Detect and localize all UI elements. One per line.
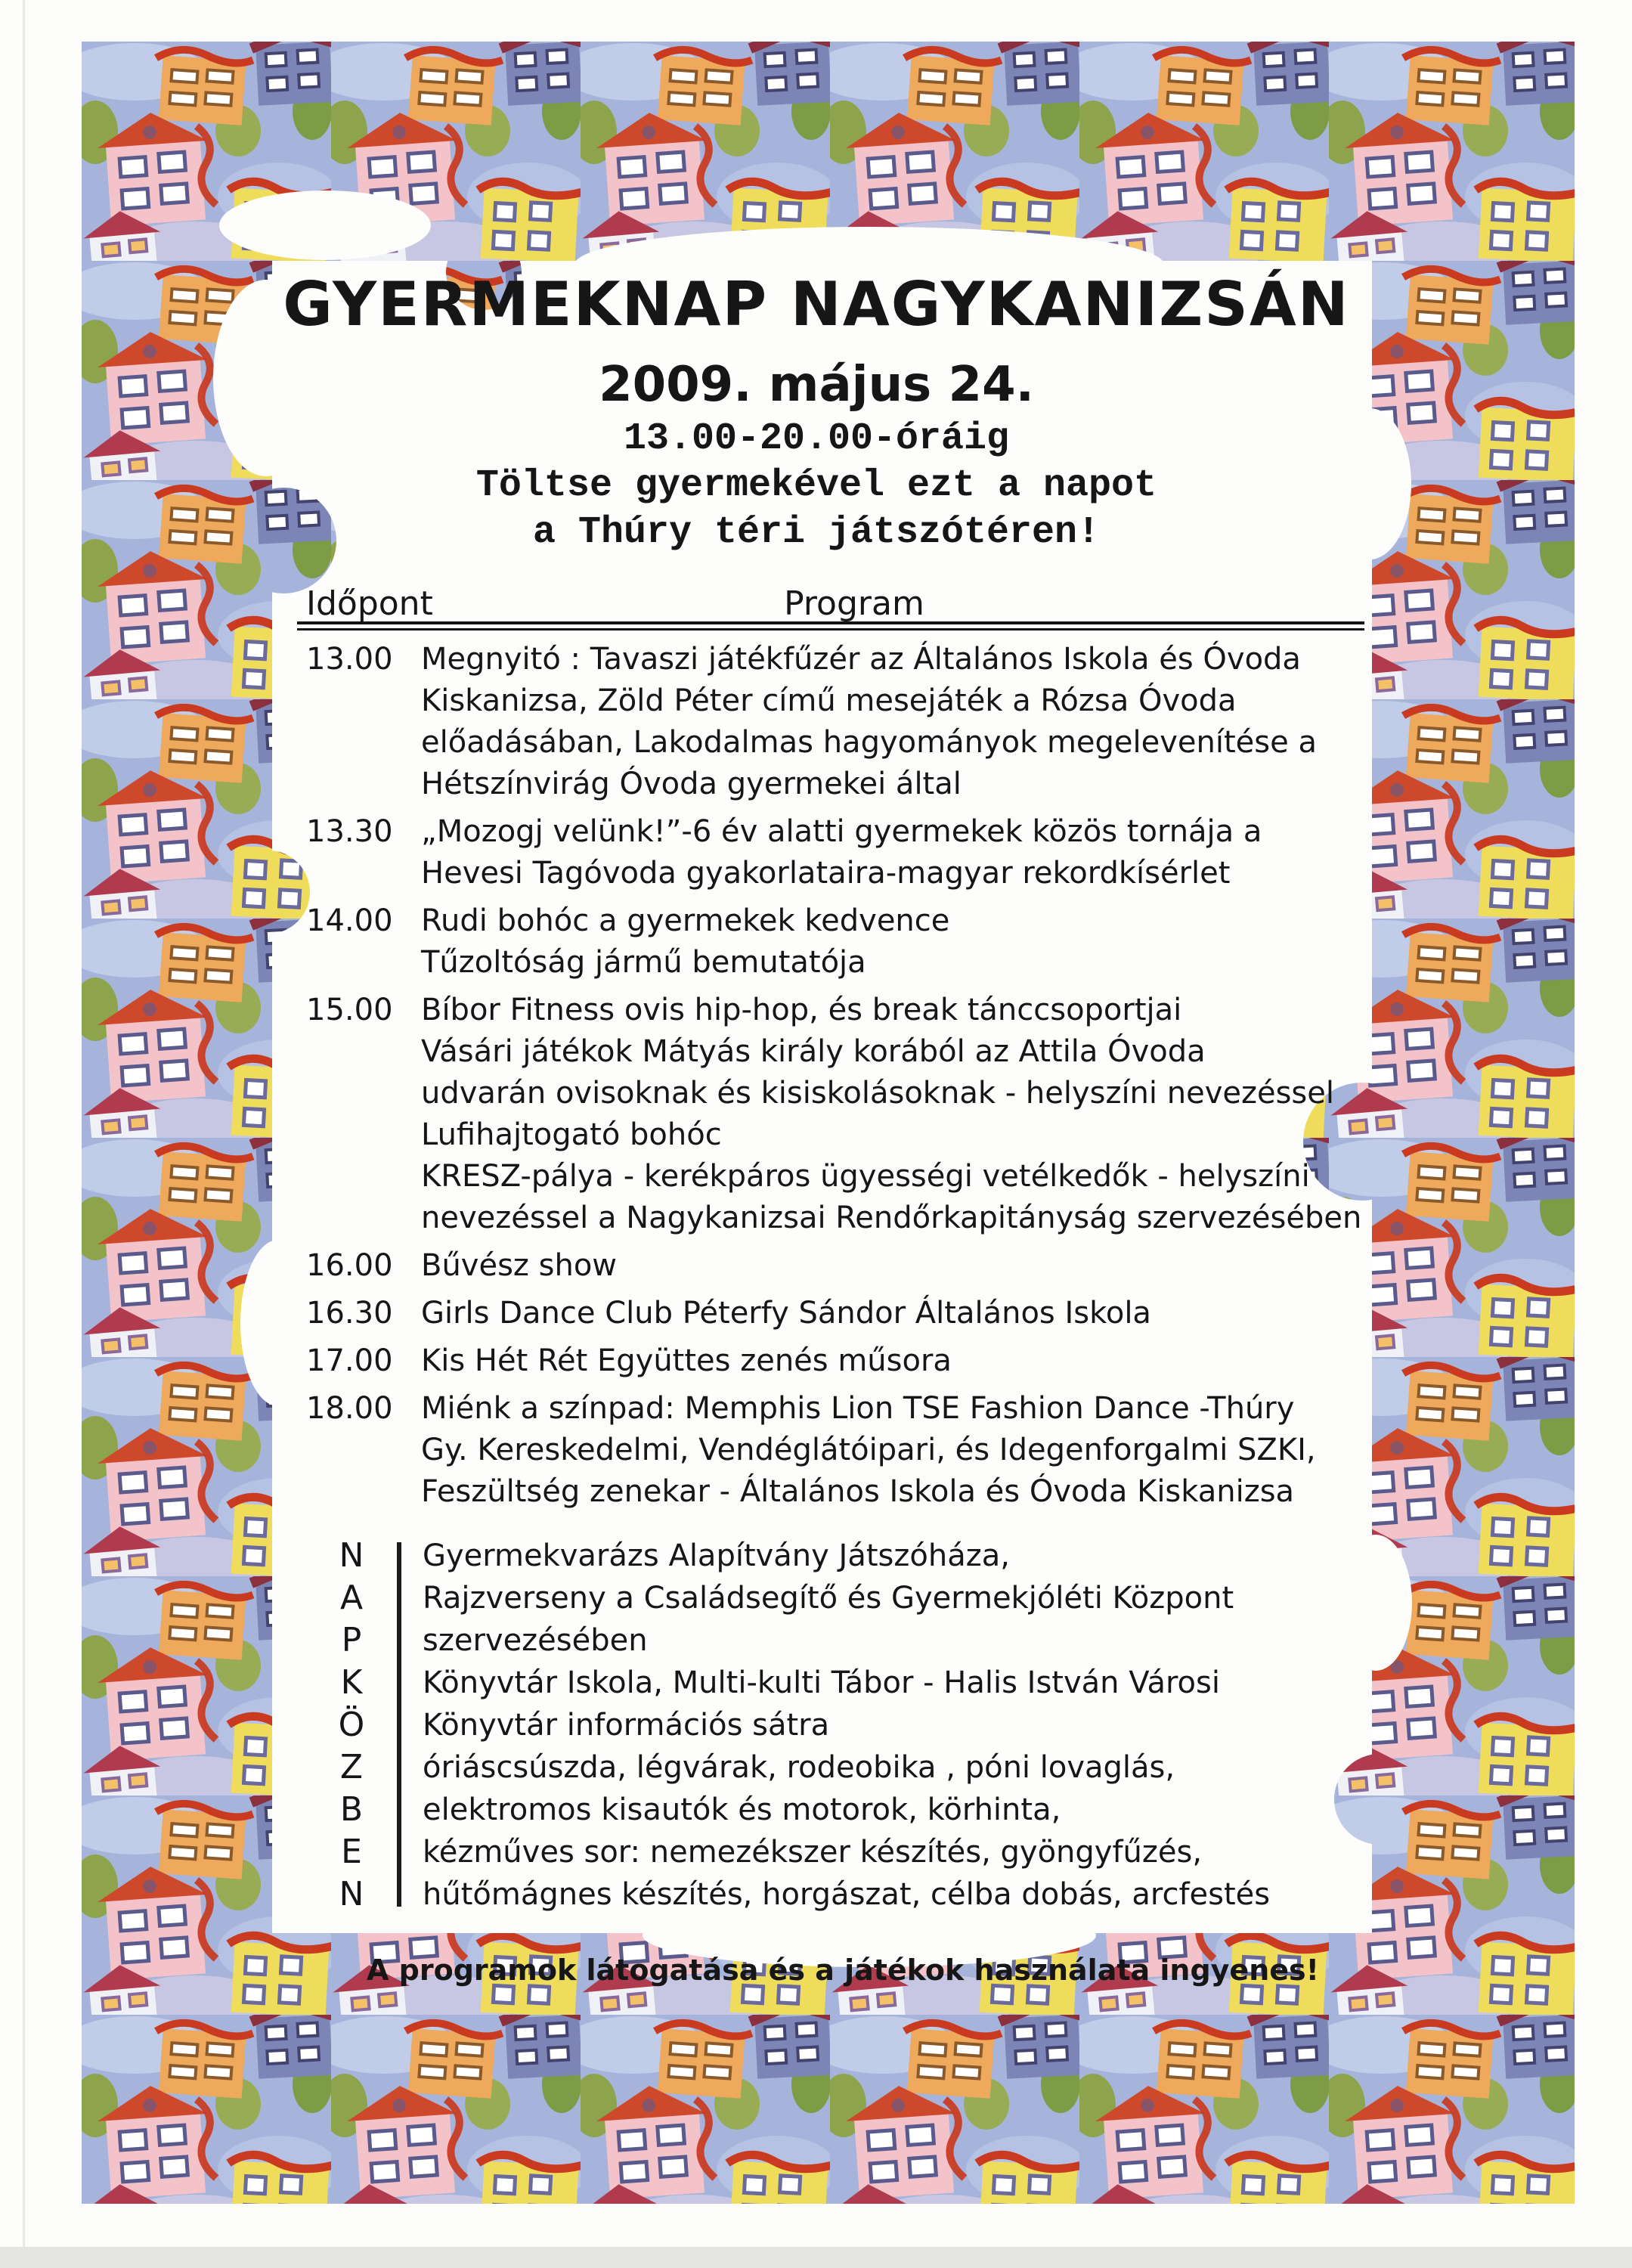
daytime-lines-column bbox=[423, 1535, 1270, 1916]
daytime-acronym-letter: Z bbox=[339, 1748, 364, 1786]
schedule-time: 14.00 bbox=[306, 903, 393, 938]
daytime-acronym-letter: N bbox=[339, 1536, 364, 1575]
schedule-divider-rule bbox=[297, 621, 1364, 631]
schedule-program-line: Hétszínvirág Óvoda gyermekei által bbox=[421, 767, 962, 801]
schedule-program-line: Bűvész show bbox=[421, 1248, 618, 1283]
daytime-acronym-letter: Ö bbox=[338, 1706, 365, 1744]
schedule-time: 16.00 bbox=[306, 1248, 393, 1283]
poster-title: GYERMEKNAP NAGYKANIZSÁN bbox=[283, 269, 1350, 339]
schedule-program-line: Bíbor Fitness ovis hip-hop, és break tánccsoportjai bbox=[421, 993, 1182, 1027]
schedule-program-line: „Mozogj velünk!”-6 év alatti gyermekek közös tornája a bbox=[421, 814, 1262, 849]
schedule-time: 15.00 bbox=[306, 993, 393, 1027]
daytime-line: Könyvtár Iskola, Multi-kulti Tábor - Halis István Városi bbox=[423, 1665, 1220, 1700]
schedule-program-line: előadásában, Lakodalmas hagyományok megelevenítése a bbox=[421, 725, 1317, 760]
poster-hours: 13.00-20.00-óráig bbox=[623, 417, 1010, 460]
schedule-row bbox=[306, 1388, 1425, 1513]
invite-line-2: a Thúry téri játszótéren! bbox=[532, 511, 1101, 554]
daytime-line: szervezésében bbox=[423, 1623, 648, 1658]
schedule-program-line: Kis Hét Rét Együttes zenés műsora bbox=[421, 1343, 952, 1378]
schedule-program-line: Vásári játékok Mátyás király korából az Attila Óvoda bbox=[421, 1034, 1206, 1069]
schedule-program-lines bbox=[421, 639, 1317, 805]
daytime-line: Könyvtár információs sátra bbox=[423, 1708, 830, 1743]
schedule-header-program: Program bbox=[784, 584, 924, 623]
schedule-program-line: Miénk a színpad: Memphis Lion TSE Fashion Dance -Thúry bbox=[421, 1391, 1295, 1426]
daytime-acronym-letter: N bbox=[339, 1875, 364, 1913]
schedule-row bbox=[306, 811, 1425, 894]
schedule-program-line: Megnyitó : Tavaszi játékfűzér az Általános Iskola és Óvoda bbox=[421, 642, 1301, 677]
schedule-header-time: Időpont bbox=[306, 584, 433, 623]
scan-edge-line bbox=[23, 0, 25, 2268]
schedule-time: 13.00 bbox=[306, 642, 393, 677]
schedule-program-line: Hevesi Tagóvoda gyakorlataira-magyar rekordkísérlet bbox=[421, 856, 1231, 891]
schedule-program-lines bbox=[421, 990, 1361, 1239]
daytime-line: kézműves sor: nemezékszer készítés, gyöngyfűzés, bbox=[423, 1835, 1203, 1870]
schedule-time: 18.00 bbox=[306, 1391, 393, 1426]
free-admission-note: A programok látogatása és a játékok használata ingyenes! bbox=[367, 1954, 1319, 1987]
schedule-program-lines bbox=[421, 811, 1262, 894]
schedule-program-line: Lufihajtogató bohóc bbox=[421, 1117, 722, 1152]
daytime-acronym-letter: K bbox=[340, 1663, 363, 1702]
schedule-program-line: Girls Dance Club Péterfy Sándor Általános Iskola bbox=[421, 1296, 1151, 1331]
schedule-row bbox=[306, 639, 1425, 805]
schedule-row bbox=[306, 1293, 1425, 1334]
schedule-time: 13.30 bbox=[306, 814, 393, 849]
schedule-row bbox=[306, 1245, 1425, 1287]
schedule-program-lines bbox=[421, 1388, 1316, 1513]
schedule-program-lines bbox=[421, 1293, 1151, 1334]
daytime-divider-bar bbox=[397, 1542, 401, 1907]
schedule-program-line: Kiskanizsa, Zöld Péter című mesejáték a Rózsa Óvoda bbox=[421, 683, 1237, 718]
schedule-program-line: Feszültség zenekar - Általános Iskola és Óvoda Kiskanizsa bbox=[421, 1474, 1295, 1509]
schedule-program-line: KRESZ-pálya - kerékpáros ügyességi vetélkedők - helyszíni bbox=[421, 1159, 1310, 1194]
daytime-line: Rajzverseny a Családsegítő és Gyermekjóléti Központ bbox=[423, 1581, 1234, 1616]
poster-date: 2009. május 24. bbox=[599, 357, 1034, 413]
schedule-program-line: udvarán ovisoknak és kisiskolásoknak - helyszíni nevezéssel bbox=[421, 1076, 1334, 1111]
schedule-row bbox=[306, 1340, 1425, 1382]
schedule-rows bbox=[306, 639, 1425, 1519]
schedule-time: 16.30 bbox=[306, 1296, 393, 1331]
schedule-program-line: nevezéssel a Nagykanizsai Rendőrkapitányság szervezésében bbox=[421, 1201, 1362, 1235]
schedule-program-lines bbox=[421, 900, 949, 984]
daytime-acronym-letter: A bbox=[339, 1579, 364, 1617]
daytime-line: óriáscsúszda, légvárak, rodeobika , póni lovaglás, bbox=[423, 1750, 1175, 1785]
daytime-block bbox=[306, 1535, 1270, 1916]
schedule-row bbox=[306, 990, 1425, 1239]
daytime-acronym-letter: P bbox=[341, 1621, 362, 1659]
daytime-acronym-letter: B bbox=[339, 1790, 364, 1829]
schedule-program-lines bbox=[421, 1245, 617, 1287]
schedule-row bbox=[306, 900, 1425, 984]
daytime-line: Gyermekvarázs Alapítvány Játszóháza, bbox=[423, 1538, 1010, 1573]
daytime-line: elektromos kisautók és motorok, körhinta, bbox=[423, 1792, 1061, 1827]
daytime-acronym-column bbox=[306, 1535, 397, 1916]
schedule-program-line: Tűzoltóság jármű bemutatója bbox=[421, 945, 866, 980]
daytime-line: hűtőmágnes készítés, horgászat, célba dobás, arcfestés bbox=[423, 1877, 1271, 1912]
invite-line-1: Töltse gyermekével ezt a napot bbox=[475, 464, 1157, 507]
schedule-time: 17.00 bbox=[306, 1343, 393, 1378]
daytime-acronym-letter: E bbox=[341, 1833, 362, 1871]
schedule-program-line: Rudi bohóc a gyermekek kedvence bbox=[421, 903, 950, 938]
schedule-program-line: Gy. Kereskedelmi, Vendéglátóipari, és Idegenforgalmi SZKI, bbox=[421, 1433, 1316, 1467]
scan-edge-shadow bbox=[0, 2247, 1632, 2268]
schedule-program-lines bbox=[421, 1340, 952, 1382]
